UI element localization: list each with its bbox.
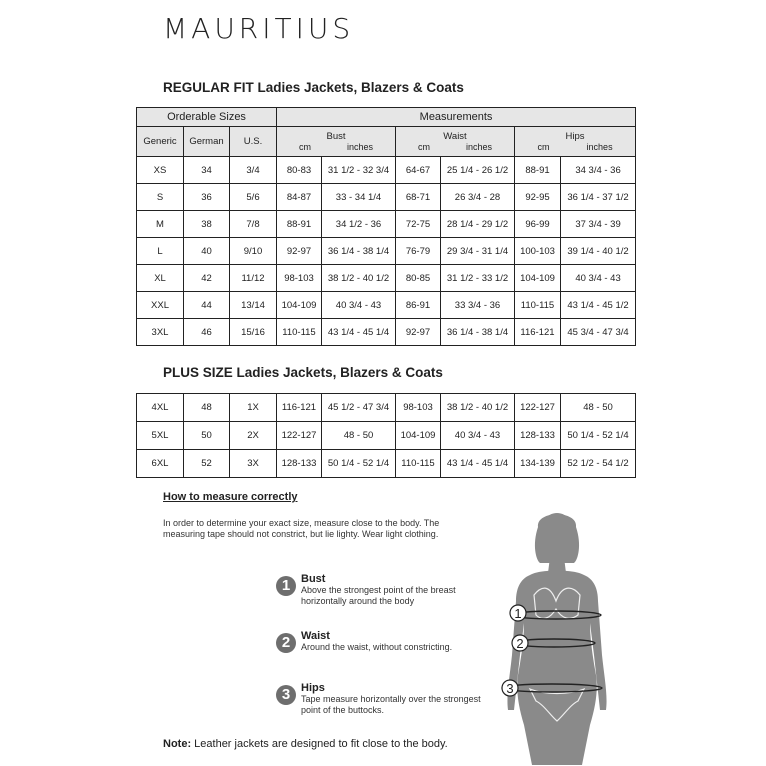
table-cell: 43 1/4 - 45 1/4 (322, 319, 396, 346)
table-cell: 26 3/4 - 28 (441, 184, 515, 211)
table-cell: 3/4 (230, 157, 277, 184)
table-cell: 11/12 (230, 265, 277, 292)
table-cell: 72-75 (396, 211, 441, 238)
table-cell: 96-99 (515, 211, 561, 238)
table-cell: XXL (137, 292, 184, 319)
col-hips-label: Hips (565, 131, 585, 142)
table-cell: 92-97 (277, 238, 322, 265)
table-cell: 25 1/4 - 26 1/2 (441, 157, 515, 184)
table-cell: 36 1/4 - 38 1/4 (441, 319, 515, 346)
table-row (137, 157, 636, 184)
table-cell: 122-127 (277, 422, 322, 450)
table-row (137, 265, 636, 292)
marker-3-label: 3 (506, 681, 514, 696)
col-hips (515, 127, 636, 157)
unit-inches: inches (346, 142, 373, 152)
table-cell: 43 1/4 - 45 1/2 (561, 292, 636, 319)
table-cell: 28 1/4 - 29 1/2 (441, 211, 515, 238)
table-cell: 33 3/4 - 36 (441, 292, 515, 319)
step-title: Bust (301, 573, 326, 585)
table-cell: 31 1/2 - 33 1/2 (441, 265, 515, 292)
table-row (137, 184, 636, 211)
table-cell: 48 - 50 (561, 394, 636, 422)
body-silhouette-figure (490, 505, 630, 765)
leather-note (163, 738, 448, 750)
step-description: Above the strongest point of the breast horizontally around the body (301, 585, 456, 606)
table-cell: 128-133 (277, 450, 322, 478)
table-cell: 31 1/2 - 32 3/4 (322, 157, 396, 184)
col-waist-units (396, 142, 514, 152)
table-cell: 116-121 (277, 394, 322, 422)
col-waist-label: Waist (443, 131, 467, 142)
step-title: Hips (301, 682, 325, 694)
table-column-header (137, 127, 636, 157)
table-cell: XS (137, 157, 184, 184)
table-cell: 15/16 (230, 319, 277, 346)
table-cell: 42 (184, 265, 230, 292)
table-cell: 110-115 (277, 319, 322, 346)
regular-table-body (137, 157, 636, 346)
table-cell: 6XL (137, 450, 184, 478)
table-cell: 34 (184, 157, 230, 184)
marker-2-label: 2 (516, 636, 524, 651)
table-cell: 38 1/2 - 40 1/2 (441, 394, 515, 422)
table-cell: 33 - 34 1/4 (322, 184, 396, 211)
table-cell: 36 (184, 184, 230, 211)
table-cell: 45 3/4 - 47 3/4 (561, 319, 636, 346)
table-cell: 13/14 (230, 292, 277, 319)
unit-inches: inches (586, 142, 613, 152)
table-cell: 40 3/4 - 43 (441, 422, 515, 450)
step-number: 2 (276, 633, 296, 653)
table-cell: 104-109 (277, 292, 322, 319)
col-waist (396, 127, 515, 157)
table-cell: 5/6 (230, 184, 277, 211)
col-bust-label: Bust (326, 131, 346, 142)
table-cell: 3XL (137, 319, 184, 346)
table-cell: 92-97 (396, 319, 441, 346)
table-cell: 2X (230, 422, 277, 450)
marker-1-label: 1 (514, 606, 522, 621)
table-cell: S (137, 184, 184, 211)
step-number: 3 (276, 685, 296, 705)
table-cell: 34 3/4 - 36 (561, 157, 636, 184)
table-cell: 84-87 (277, 184, 322, 211)
table-cell: 46 (184, 319, 230, 346)
table-cell: 50 1/4 - 52 1/4 (561, 422, 636, 450)
table-cell: M (137, 211, 184, 238)
table-cell: 68-71 (396, 184, 441, 211)
table-cell: 86-91 (396, 292, 441, 319)
table-row (137, 422, 636, 450)
table-row (137, 450, 636, 478)
how-to-measure-heading: How to measure correctly (163, 491, 298, 503)
unit-cm: cm (298, 142, 311, 152)
brand-logo: MAURITIUS (163, 12, 355, 45)
col-bust (277, 127, 396, 157)
table-cell: 3X (230, 450, 277, 478)
table-cell: 134-139 (515, 450, 561, 478)
note-label: Note: (163, 738, 192, 750)
plus-size-table (136, 393, 636, 478)
note-text: Leather jackets are designed to fit close to the body. (191, 738, 448, 750)
unit-cm: cm (537, 142, 550, 152)
table-cell: 1X (230, 394, 277, 422)
table-cell: 80-85 (396, 265, 441, 292)
table-cell: 40 3/4 - 43 (561, 265, 636, 292)
table-cell: 50 1/4 - 52 1/4 (322, 450, 396, 478)
table-cell: 122-127 (515, 394, 561, 422)
table-cell: 48 (184, 394, 230, 422)
table-cell: 9/10 (230, 238, 277, 265)
table-cell: 29 3/4 - 31 1/4 (441, 238, 515, 265)
table-cell: 52 1/2 - 54 1/2 (561, 450, 636, 478)
table-row (137, 394, 636, 422)
table-cell: 43 1/4 - 45 1/4 (441, 450, 515, 478)
table-cell: 7/8 (230, 211, 277, 238)
regular-fit-title: REGULAR FIT Ladies Jackets, Blazers & Coats (163, 80, 464, 95)
table-cell: 76-79 (396, 238, 441, 265)
table-cell: 44 (184, 292, 230, 319)
table-cell: 98-103 (277, 265, 322, 292)
table-cell: 45 1/2 - 47 3/4 (322, 394, 396, 422)
table-cell: 38 (184, 211, 230, 238)
table-cell: 38 1/2 - 40 1/2 (322, 265, 396, 292)
step-title: Waist (301, 630, 330, 642)
table-cell: 48 - 50 (322, 422, 396, 450)
unit-inches: inches (465, 142, 492, 152)
table-cell: 64-67 (396, 157, 441, 184)
table-row (137, 319, 636, 346)
table-group-header (137, 108, 636, 127)
table-row (137, 292, 636, 319)
table-cell: 128-133 (515, 422, 561, 450)
orderable-sizes-header: Orderable Sizes (137, 108, 277, 127)
table-cell: 36 1/4 - 38 1/4 (322, 238, 396, 265)
table-cell: L (137, 238, 184, 265)
table-cell: 110-115 (515, 292, 561, 319)
plus-size-title: PLUS SIZE Ladies Jackets, Blazers & Coats (163, 365, 443, 380)
step-description: Tape measure horizontally over the strongest point of the buttocks. (301, 694, 481, 715)
table-cell: 34 1/2 - 36 (322, 211, 396, 238)
table-cell: 39 1/4 - 40 1/2 (561, 238, 636, 265)
table-cell: 100-103 (515, 238, 561, 265)
how-to-intro: In order to determine your exact size, measure close to the body. The measuring tape should not constrict, but lie lighty. Wear light clothing. (163, 518, 440, 539)
table-cell: 88-91 (277, 211, 322, 238)
table-row (137, 238, 636, 265)
table-cell: 116-121 (515, 319, 561, 346)
unit-cm: cm (417, 142, 430, 152)
col-german: German (184, 127, 230, 157)
table-cell: 88-91 (515, 157, 561, 184)
table-cell: 110-115 (396, 450, 441, 478)
table-cell: 80-83 (277, 157, 322, 184)
regular-size-table (136, 107, 636, 346)
col-bust-units (277, 142, 395, 152)
measurements-header: Measurements (277, 108, 636, 127)
table-cell: 50 (184, 422, 230, 450)
plus-table-body (137, 394, 636, 478)
table-cell: 5XL (137, 422, 184, 450)
col-generic: Generic (137, 127, 184, 157)
table-cell: 40 3/4 - 43 (322, 292, 396, 319)
table-cell: 104-109 (396, 422, 441, 450)
col-hips-units (515, 142, 635, 152)
col-us: U.S. (230, 127, 277, 157)
table-cell: 98-103 (396, 394, 441, 422)
step-description: Around the waist, without constricting. (301, 642, 453, 652)
table-cell: 37 3/4 - 39 (561, 211, 636, 238)
step-number: 1 (276, 576, 296, 596)
table-cell: XL (137, 265, 184, 292)
table-cell: 40 (184, 238, 230, 265)
table-cell: 92-95 (515, 184, 561, 211)
table-cell: 4XL (137, 394, 184, 422)
table-cell: 104-109 (515, 265, 561, 292)
table-row (137, 211, 636, 238)
table-cell: 36 1/4 - 37 1/2 (561, 184, 636, 211)
table-cell: 52 (184, 450, 230, 478)
